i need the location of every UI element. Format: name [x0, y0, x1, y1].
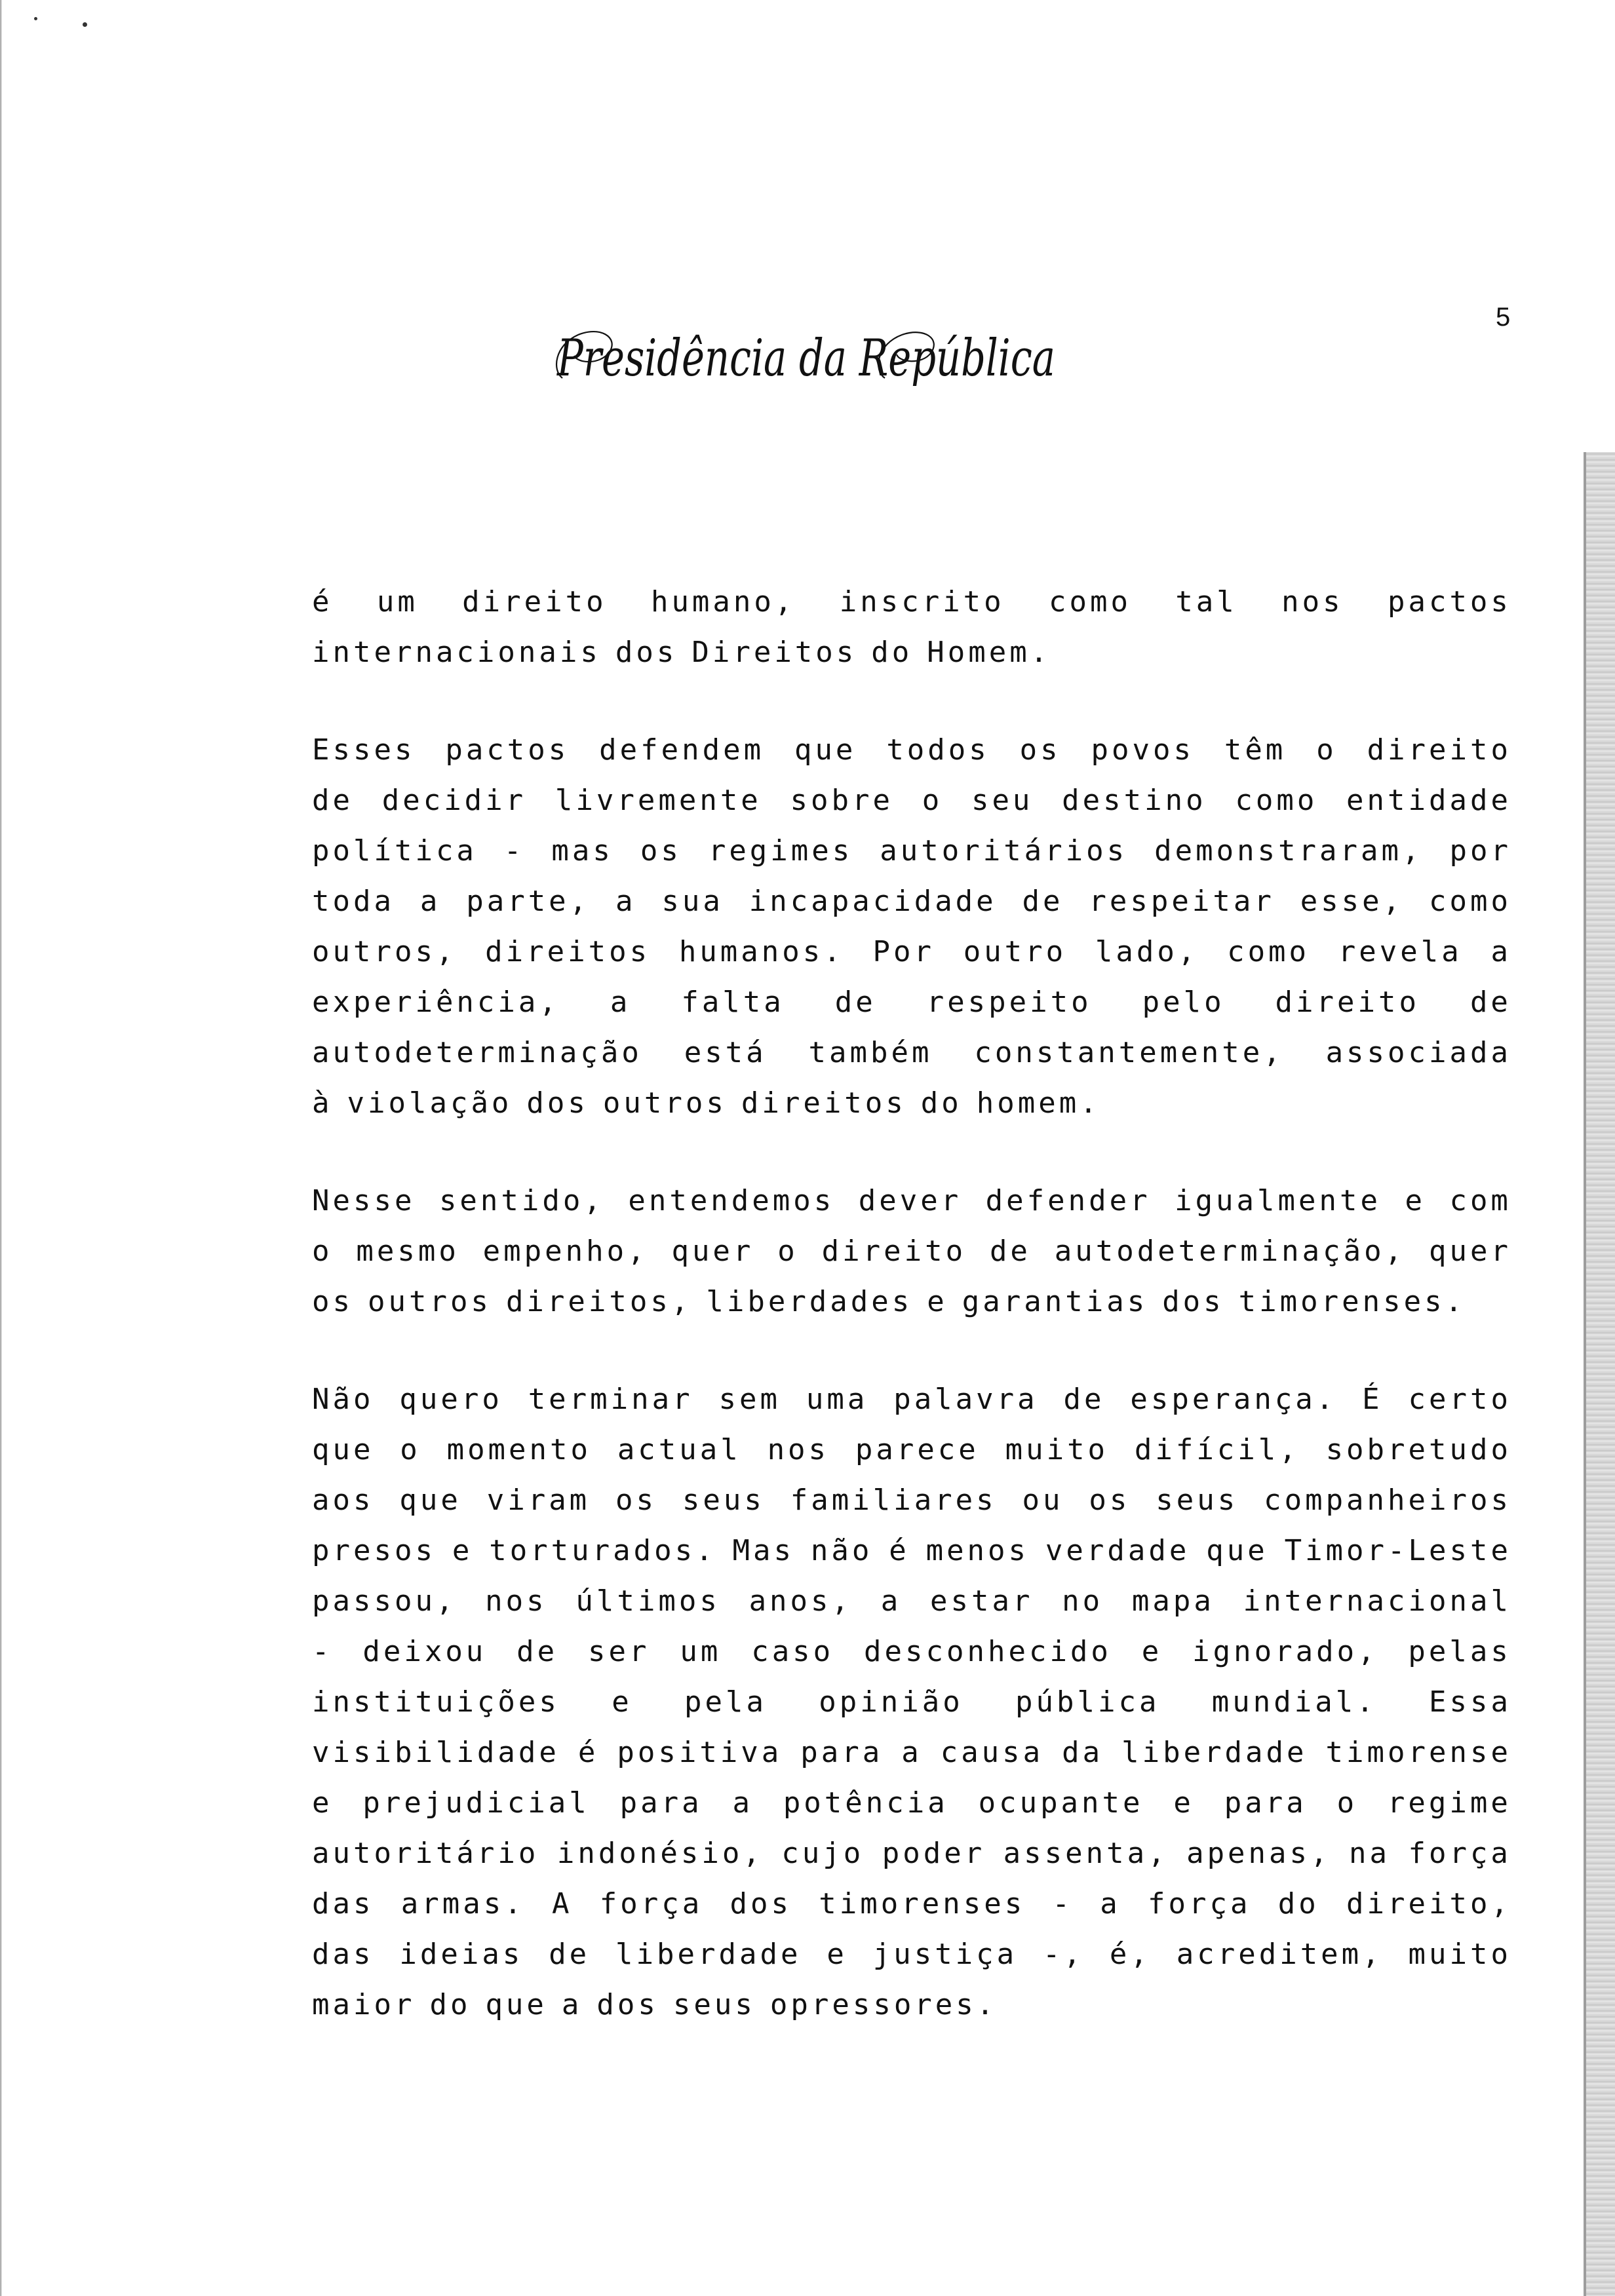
word: autoritário: [312, 1837, 539, 1870]
word: a: [732, 1786, 753, 1820]
text-line: [312, 1576, 1511, 1626]
word: pela: [684, 1685, 767, 1719]
word: das: [312, 1887, 374, 1921]
page-number: 5: [1496, 303, 1511, 332]
word: força: [599, 1887, 703, 1921]
text-line: [312, 1980, 1511, 2030]
word: o: [1336, 1786, 1358, 1820]
word: como: [1049, 585, 1131, 619]
word: de: [1022, 885, 1064, 918]
word: tal: [1175, 585, 1237, 619]
word: entidade: [1346, 784, 1511, 817]
word: o: [777, 1234, 798, 1268]
word: seus: [1156, 1483, 1239, 1517]
word: humanos.: [678, 935, 844, 968]
word: liberdades: [706, 1285, 913, 1318]
word: um: [376, 585, 418, 619]
word: Mas: [732, 1534, 794, 1567]
word: verdade: [1045, 1534, 1190, 1567]
word: timorenses.: [1238, 1285, 1466, 1318]
word: muito: [1005, 1433, 1109, 1466]
word: acreditem,: [1176, 1938, 1383, 1971]
word: anos,: [749, 1584, 853, 1618]
text-line: [312, 1828, 1511, 1879]
word: respeito: [926, 985, 1092, 1019]
word: lado,: [1095, 935, 1199, 968]
word: actual: [617, 1433, 741, 1466]
word: presos: [312, 1534, 436, 1567]
word: e: [1405, 1184, 1426, 1217]
word: -: [1052, 1887, 1073, 1921]
text-line: [312, 725, 1511, 775]
word: pactos: [445, 733, 570, 767]
word: mesmo: [356, 1234, 459, 1268]
word: é: [577, 1736, 599, 1769]
word: poder: [882, 1837, 986, 1870]
word: muito: [1408, 1938, 1511, 1971]
word: os: [1019, 733, 1061, 767]
word: direito: [462, 585, 607, 619]
word: Timor-Leste: [1284, 1534, 1511, 1567]
word: Direitos: [691, 636, 857, 669]
word: toda: [312, 885, 395, 918]
text-line: [312, 1027, 1511, 1078]
word: livremente: [555, 784, 762, 817]
word: do: [429, 1988, 471, 2021]
word: os: [1089, 1483, 1131, 1517]
word: dos: [730, 1887, 792, 1921]
word: é: [889, 1534, 910, 1567]
word: dever: [858, 1184, 962, 1217]
word: todos: [886, 733, 990, 767]
word: a: [610, 985, 631, 1019]
text-line: [312, 1078, 1511, 1128]
word: certo: [1408, 1383, 1511, 1416]
word: de: [989, 1234, 1031, 1268]
word: e: [1141, 1635, 1163, 1668]
word: autodeterminação: [312, 1036, 642, 1069]
word: os: [615, 1483, 657, 1517]
word: Esses: [312, 733, 416, 767]
word: que: [399, 1483, 461, 1517]
word: direito,: [1346, 1887, 1511, 1921]
word: defendem: [599, 733, 765, 767]
word: força: [1408, 1837, 1511, 1870]
word: direito: [821, 1234, 967, 1268]
word: uma: [806, 1383, 868, 1416]
word: seu: [971, 784, 1034, 817]
word: dos: [615, 636, 678, 669]
scan-speck: [83, 22, 87, 27]
word: homem.: [976, 1086, 1100, 1120]
word: quero: [399, 1383, 503, 1416]
word: prejudicial: [362, 1786, 590, 1820]
word: dos: [526, 1086, 589, 1120]
letterhead-script: [537, 305, 1075, 403]
word: a: [419, 885, 441, 918]
word: passou,: [312, 1584, 457, 1618]
text-line: [312, 1475, 1511, 1525]
text-line: [312, 927, 1511, 977]
word: armas.: [400, 1887, 525, 1921]
text-line: [312, 627, 1511, 678]
word: sobre: [790, 784, 893, 817]
word: incapacidade: [749, 885, 997, 918]
word: que: [1206, 1534, 1268, 1567]
word: outros: [602, 1086, 727, 1120]
word: inscrito: [839, 585, 1005, 619]
word: opressores.: [769, 1988, 998, 2021]
word: justiça: [872, 1938, 1018, 1971]
word: para: [1224, 1786, 1307, 1820]
word: nos: [1281, 585, 1344, 619]
word: menos: [925, 1534, 1030, 1567]
word: o: [312, 1234, 333, 1268]
scan-left-edge: [0, 0, 2, 2296]
word: -: [503, 834, 525, 868]
word: a: [1100, 1887, 1121, 1921]
word: como: [1227, 935, 1310, 968]
word: igualmente: [1175, 1184, 1381, 1217]
word: Homem.: [927, 636, 1051, 669]
scan-right-edge: [1584, 452, 1615, 2296]
word: assenta,: [1003, 1837, 1169, 1870]
word: com: [1449, 1184, 1511, 1217]
word: a: [615, 885, 636, 918]
word: para: [619, 1786, 703, 1820]
word: ocupante: [978, 1786, 1144, 1820]
word: de: [516, 1635, 558, 1668]
word: internacionais: [312, 636, 601, 669]
word: pelo: [1142, 985, 1225, 1019]
word: um: [680, 1635, 722, 1668]
word: de: [1469, 985, 1511, 1019]
word: ignorado,: [1192, 1635, 1378, 1668]
word: é: [312, 585, 333, 619]
word: autodeterminação,: [1054, 1234, 1406, 1268]
word: instituições: [312, 1685, 560, 1719]
paragraph: [312, 1374, 1511, 2030]
word: visibilidade: [312, 1736, 560, 1769]
word: outros: [367, 1285, 492, 1318]
word: familiares: [790, 1483, 997, 1517]
word: direito: [1275, 985, 1420, 1019]
word: a: [880, 1584, 902, 1618]
word: potência: [783, 1786, 948, 1820]
text-line: [312, 1727, 1511, 1778]
word: opinião: [819, 1685, 963, 1719]
word: sua: [661, 885, 724, 918]
word: de: [549, 1938, 591, 1971]
word: A: [552, 1887, 573, 1921]
word: últimos: [575, 1584, 720, 1618]
word: a: [1490, 935, 1511, 968]
paragraph: [312, 725, 1511, 1128]
word: política: [312, 834, 477, 868]
word: e: [612, 1685, 632, 1719]
word: violação: [347, 1086, 513, 1120]
word: e: [452, 1534, 473, 1567]
word: apenas,: [1186, 1837, 1331, 1870]
word: outro: [963, 935, 1067, 968]
word: experiência,: [312, 985, 560, 1019]
text-line: [312, 826, 1511, 876]
word: desconhecido: [864, 1635, 1112, 1668]
word: timorense: [1325, 1736, 1511, 1769]
word: têm: [1224, 733, 1287, 767]
word: para: [800, 1736, 884, 1769]
word: momento: [446, 1433, 592, 1466]
word: seus: [672, 1988, 756, 2021]
word: direitos,: [505, 1285, 692, 1318]
word: os: [640, 834, 682, 868]
word: É: [1362, 1383, 1383, 1416]
word: terminar: [528, 1383, 693, 1416]
word: e: [312, 1786, 333, 1820]
word: ou: [1022, 1483, 1064, 1517]
word: do: [1277, 1887, 1319, 1921]
word: de: [834, 985, 876, 1019]
text-line: [312, 1276, 1511, 1327]
word: associada: [1325, 1036, 1511, 1069]
word: esperança.: [1130, 1383, 1337, 1416]
text-line: [312, 1778, 1511, 1828]
text-line: [312, 1677, 1511, 1727]
word: parte,: [466, 885, 591, 918]
word: mundial.: [1211, 1685, 1377, 1719]
word: na: [1349, 1837, 1390, 1870]
word: e: [927, 1285, 948, 1318]
word: seus: [682, 1483, 765, 1517]
word: do: [920, 1086, 962, 1120]
word: como: [1429, 885, 1511, 918]
text-line: [312, 1176, 1511, 1226]
word: Essa: [1429, 1685, 1511, 1719]
word: o: [922, 784, 943, 817]
word: outros,: [312, 935, 457, 968]
word: entendemos: [628, 1184, 835, 1217]
word: à: [312, 1086, 333, 1120]
word: deixou: [362, 1635, 487, 1668]
word: respeitar: [1089, 885, 1275, 918]
word: estar: [929, 1584, 1034, 1618]
word: a: [901, 1736, 922, 1769]
word: ideias: [399, 1938, 524, 1971]
text-line: [312, 1425, 1511, 1475]
word: constantemente,: [974, 1036, 1284, 1069]
word: torturados.: [489, 1534, 716, 1567]
text-line: [312, 1525, 1511, 1576]
text-line: [312, 1374, 1511, 1425]
word: aos: [312, 1483, 374, 1517]
word: da: [1062, 1736, 1104, 1769]
paragraph: [312, 577, 1511, 678]
word: causa: [940, 1736, 1044, 1769]
word: dos: [596, 1988, 659, 2021]
word: indonésio,: [556, 1837, 764, 1870]
word: sem: [718, 1383, 781, 1416]
word: liberdade: [615, 1938, 802, 1971]
word: que: [485, 1988, 547, 2021]
word: revela: [1338, 935, 1462, 968]
word: empenho,: [482, 1234, 648, 1268]
word: e: [827, 1938, 847, 1971]
word: que: [794, 733, 857, 767]
word: quer: [671, 1234, 754, 1268]
letterhead: [537, 305, 1075, 403]
word: garantias: [962, 1285, 1148, 1318]
word: não: [810, 1534, 873, 1567]
word: decidir: [381, 784, 527, 817]
word: falta: [681, 985, 785, 1019]
word: destino: [1062, 784, 1207, 817]
word: mas: [551, 834, 613, 868]
word: pactos: [1387, 585, 1511, 619]
word: é,: [1109, 1938, 1151, 1971]
word: de: [312, 784, 353, 817]
word: mapa: [1131, 1584, 1215, 1618]
word: das: [312, 1938, 374, 1971]
letterhead-text: Presidência da República: [556, 329, 1055, 388]
word: -,: [1043, 1938, 1085, 1971]
word: e: [1173, 1786, 1194, 1820]
word: direitos: [741, 1086, 906, 1120]
word: cujo: [781, 1837, 865, 1870]
word: está: [684, 1036, 767, 1069]
word: -: [312, 1635, 333, 1668]
word: Nesse: [312, 1184, 416, 1217]
word: ser: [588, 1635, 650, 1668]
word: também: [808, 1036, 933, 1069]
word: nos: [767, 1433, 830, 1466]
text-line: [312, 577, 1511, 627]
word: liberdade: [1121, 1736, 1308, 1769]
text-line: [312, 775, 1511, 826]
text-line: [312, 1626, 1511, 1677]
word: autoritários: [880, 834, 1128, 868]
word: sobretudo: [1325, 1433, 1511, 1466]
word: pelas: [1408, 1635, 1511, 1668]
word: maior: [312, 1988, 416, 2021]
word: por: [1449, 834, 1511, 868]
word: do: [871, 636, 913, 669]
word: viram: [486, 1483, 591, 1517]
word: regime: [1387, 1786, 1511, 1820]
scan-speck: [34, 17, 37, 20]
word: força: [1148, 1887, 1251, 1921]
text-line: [312, 1226, 1511, 1276]
word: dos: [1162, 1285, 1224, 1318]
word: sentido,: [438, 1184, 604, 1217]
word: companheiros: [1264, 1483, 1511, 1517]
word: positiva: [617, 1736, 783, 1769]
word: Por: [872, 935, 935, 968]
word: timorenses: [819, 1887, 1026, 1921]
word: quer: [1428, 1234, 1511, 1268]
word: de: [1063, 1383, 1105, 1416]
word: internacional: [1243, 1584, 1511, 1618]
word: regimes: [708, 834, 853, 868]
text-line: [312, 977, 1511, 1027]
word: o: [400, 1433, 421, 1466]
word: a: [561, 1988, 583, 2021]
word: direitos: [485, 935, 651, 968]
word: Não: [312, 1383, 374, 1416]
text-line: [312, 1879, 1511, 1929]
word: os: [312, 1285, 353, 1318]
word: como: [1235, 784, 1318, 817]
word: direito: [1367, 733, 1511, 767]
word: que: [312, 1433, 374, 1466]
word: povos: [1091, 733, 1194, 767]
word: pública: [1015, 1685, 1160, 1719]
word: parece: [855, 1433, 979, 1466]
text-line: [312, 1929, 1511, 1980]
word: difícil,: [1134, 1433, 1300, 1466]
word: defender: [985, 1184, 1151, 1217]
text-line: [312, 876, 1511, 927]
paragraph: [312, 1176, 1511, 1327]
word: o: [1316, 733, 1337, 767]
word: nos: [485, 1584, 547, 1618]
body-text: [312, 577, 1511, 2077]
word: caso: [751, 1635, 834, 1668]
word: demonstraram,: [1154, 834, 1423, 868]
word: palavra: [893, 1383, 1038, 1416]
word: no: [1062, 1584, 1104, 1618]
word: humano,: [650, 585, 796, 619]
word: esse,: [1300, 885, 1404, 918]
